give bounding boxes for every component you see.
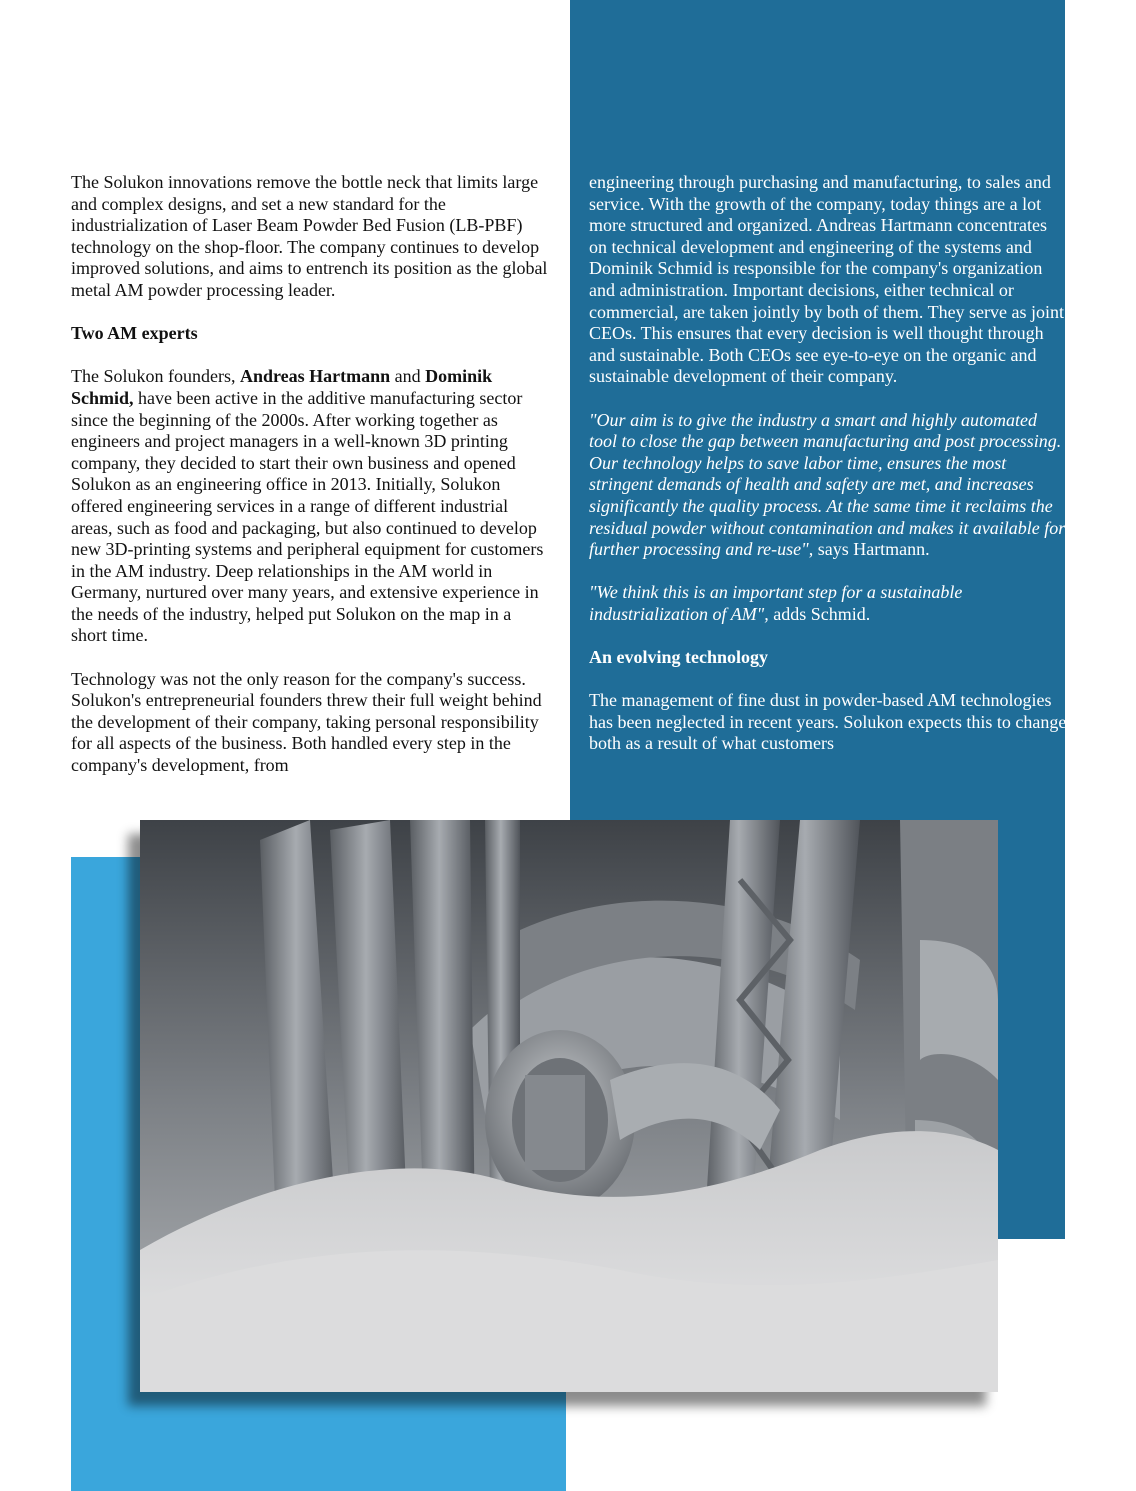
metal-part-illustration [140, 820, 998, 1392]
section-heading-two-am-experts: Two AM experts [71, 323, 198, 344]
schmid-quote-text: "We think this is an important step for a sustainable industrialization of AM", [589, 582, 963, 624]
founder-name-schmid: Dominik Schmid, [71, 366, 493, 408]
founders-text-and: and [390, 366, 426, 387]
fine-dust-paragraph: The management of fine dust in powder-based AM technologies has been neglected in recent years. Solukon expects this to change both as a result of what customers [589, 690, 1067, 754]
left-column [71, 172, 549, 798]
hartmann-quote-attribution: says Hartmann. [813, 539, 930, 560]
hartmann-quote-text: "Our aim is to give the industry a smart and highly automated tool to close the gap between manufacturing and post processing. Our technology helps to save labor time, ensures the most stringent demands of health and safety are met, and increases significantly the quality process. At the same time it reclaims the residual powder without contamination and makes it available for further processing and re-use", [589, 409, 1066, 560]
founders-text-rest: have been active in the additive manufacturing sector since the beginning of the 2000s. After working together as engineers and project managers in a well-known 3D printing company, they decided to start their own business and opened Solukon as an engineering office in 2013. Initially, Solukon offered engineering services in a range of different industrial areas, such as food and packaging, but also continued to develop new 3D-printing systems and peripheral equipment for customers in the AM industry. Deep relationships in the AM world in Germany, nurtured over many years, and extensive experience in the needs of the industry, helped put Solukon on the map in a short time. [71, 387, 544, 646]
founders-paragraph [71, 366, 549, 647]
right-column [589, 172, 1067, 777]
section-heading-evolving-technology: An evolving technology [589, 647, 769, 668]
founder-name-hartmann: Andreas Hartmann [239, 366, 391, 387]
metal-3d-print-photo [140, 820, 998, 1392]
intro-paragraph: The Solukon innovations remove the bottle neck that limits large and complex designs, and set a new standard for the industrialization of Laser Beam Powder Bed Fusion (LB-PBF) technology on the shop-floor. The company continues to develop improved solutions, and aims to entrench its position as the global metal AM powder processing leader. [71, 172, 548, 300]
hartmann-quote [589, 410, 1067, 561]
schmid-quote-attribution: adds Schmid. [768, 603, 871, 624]
structure-paragraph: engineering through purchasing and manufacturing, to sales and service. With the growth of the company, today things are a lot more structured and organized. Andreas Hartmann concentrates on technical development and engineering of the systems and Dominik Schmid is responsible for the company's organization and administration. Important decisions, either technical or commercial, are taken jointly by both of them. They serve as joint CEOs. This ensures that every decision is well thought through and sustainable. Both CEOs see eye-to-eye on the organic and sustainable development of their company. [589, 172, 1065, 387]
schmid-quote [589, 582, 1067, 625]
technology-paragraph: Technology was not the only reason for the company's success. Solukon's entrepreneurial founders threw their full weight behind the development of their company, taking personal responsibility for all aspects of the business. Both handled every step in the company's development, from [71, 668, 542, 776]
founders-text-intro: The Solukon founders, [71, 366, 240, 387]
